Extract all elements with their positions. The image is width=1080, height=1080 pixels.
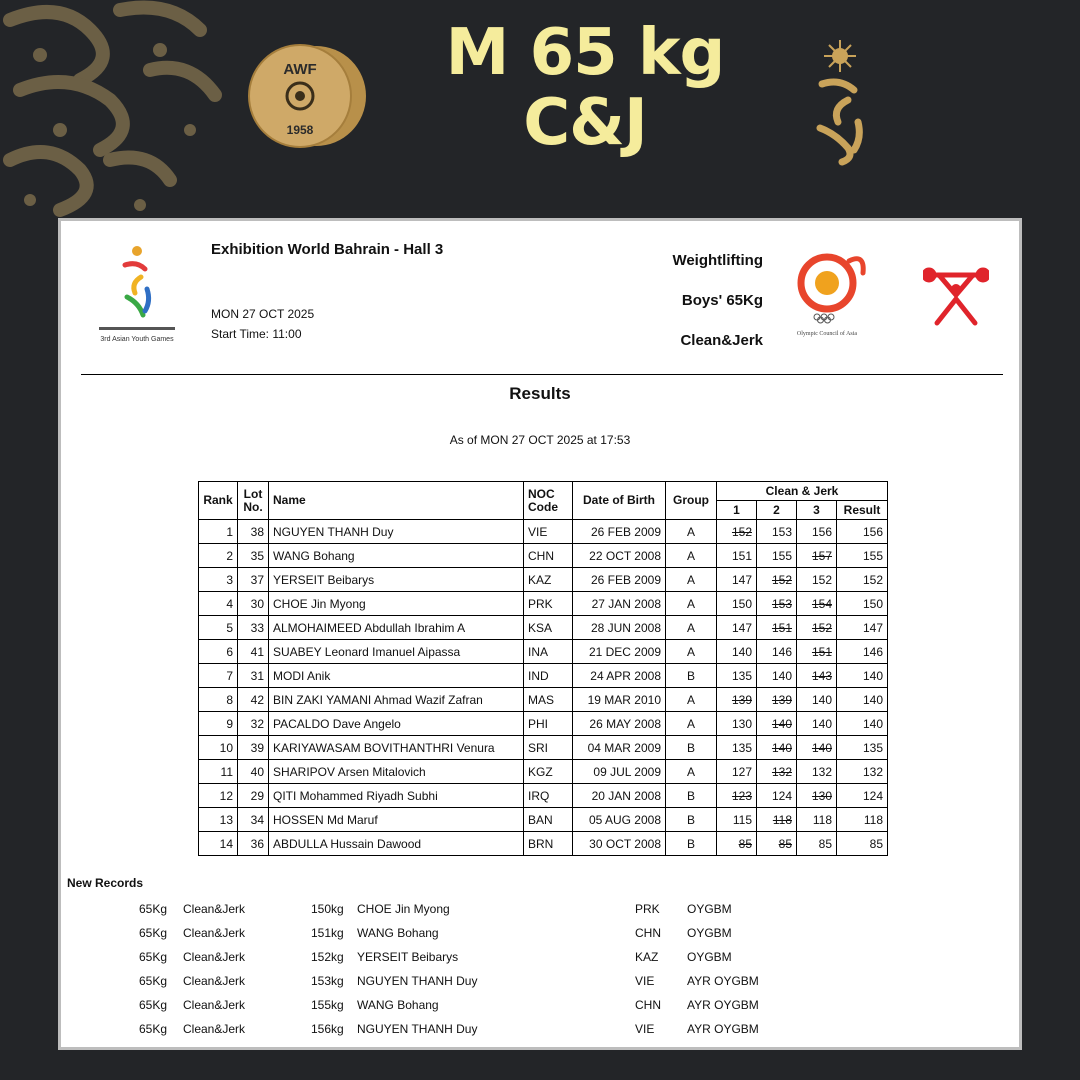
dob-cell: 26 MAY 2008: [573, 712, 666, 736]
record-noc: KAZ: [635, 950, 659, 964]
awf-logo-text: AWF: [283, 61, 317, 78]
attempt-2-cell: [757, 592, 797, 616]
calligraphy-decoration-icon: [0, 0, 240, 230]
attempt-value: 115: [732, 812, 752, 827]
noc-cell: BRN: [524, 832, 573, 856]
record-weight: 65Kg: [139, 974, 168, 988]
lot-cell: 37: [238, 568, 269, 592]
group-cell: A: [666, 712, 717, 736]
attempt-2-cell: [757, 616, 797, 640]
group-cell: A: [666, 544, 717, 568]
attempt-1-cell: [717, 520, 757, 544]
attempt-value: 139: [731, 692, 752, 707]
attempt-value: 152: [811, 572, 832, 587]
group-cell: A: [666, 592, 717, 616]
col-lot: Lot No.: [238, 482, 269, 520]
record-event: Clean&Jerk: [183, 998, 246, 1012]
table-row: [199, 712, 888, 736]
rank-cell: 10: [199, 736, 238, 760]
attempt-2-cell: [757, 568, 797, 592]
result-cell: 140: [837, 664, 888, 688]
rank-cell: 9: [199, 712, 238, 736]
attempt-2-cell: [757, 544, 797, 568]
table-row: [199, 664, 888, 688]
name-cell: PACALDO Dave Angelo: [269, 712, 524, 736]
attempt-value: 157: [811, 548, 832, 563]
venue-name: Exhibition World Bahrain - Hall 3: [211, 241, 444, 258]
record-event: Clean&Jerk: [183, 950, 246, 964]
attempt-value: 85: [818, 836, 832, 851]
rank-cell: 5: [199, 616, 238, 640]
rank-cell: 13: [199, 808, 238, 832]
dob-cell: 05 AUG 2008: [573, 808, 666, 832]
group-cell: B: [666, 664, 717, 688]
attempt-3-cell: [797, 760, 837, 784]
noc-cell: CHN: [524, 544, 573, 568]
record-athlete: NGUYEN THANH Duy: [357, 974, 478, 988]
result-cell: 132: [837, 760, 888, 784]
result-cell: 155: [837, 544, 888, 568]
record-type: AYR OYGBM: [687, 1022, 759, 1036]
attempt-value: 139: [771, 692, 792, 707]
record-noc: PRK: [635, 902, 660, 916]
name-cell: YERSEIT Beibarys: [269, 568, 524, 592]
lot-cell: 39: [238, 736, 269, 760]
name-cell: SHARIPOV Arsen Mitalovich: [269, 760, 524, 784]
group-cell: B: [666, 832, 717, 856]
asian-youth-games-logo-icon: [85, 241, 187, 353]
attempt-value: 151: [731, 548, 752, 563]
record-event: Clean&Jerk: [183, 926, 246, 940]
result-cell: 140: [837, 712, 888, 736]
attempt-value: 135: [731, 740, 752, 755]
attempt-2-cell: [757, 664, 797, 688]
attempt-value: 130: [811, 788, 832, 803]
record-athlete: WANG Bohang: [357, 926, 439, 940]
record-row: [61, 902, 1025, 922]
group-cell: B: [666, 736, 717, 760]
dob-cell: 26 FEB 2009: [573, 568, 666, 592]
name-cell: WANG Bohang: [269, 544, 524, 568]
name-cell: HOSSEN Md Maruf: [269, 808, 524, 832]
lot-cell: 29: [238, 784, 269, 808]
attempt-3-cell: [797, 688, 837, 712]
dob-cell: 19 MAR 2010: [573, 688, 666, 712]
results-table: [198, 481, 888, 856]
col-attempt-3: 3: [797, 501, 837, 520]
title-weight-class: M 65 kg: [445, 16, 725, 90]
attempt-2-cell: [757, 688, 797, 712]
attempt-1-cell: [717, 664, 757, 688]
record-weight: 65Kg: [139, 1022, 168, 1036]
noc-cell: MAS: [524, 688, 573, 712]
noc-cell: INA: [524, 640, 573, 664]
rank-cell: 8: [199, 688, 238, 712]
rank-cell: 14: [199, 832, 238, 856]
record-athlete: NGUYEN THANH Duy: [357, 1022, 478, 1036]
rank-cell: 7: [199, 664, 238, 688]
col-name: Name: [269, 482, 524, 520]
name-cell: CHOE Jin Myong: [269, 592, 524, 616]
noc-cell: VIE: [524, 520, 573, 544]
noc-cell: KAZ: [524, 568, 573, 592]
attempt-value: 140: [731, 644, 752, 659]
oca-logo-text: Olympic Council of Asia: [796, 331, 858, 337]
dob-cell: 20 JAN 2008: [573, 784, 666, 808]
record-type: OYGBM: [687, 926, 732, 940]
col-attempt-1: 1: [717, 501, 757, 520]
result-cell: 85: [837, 832, 888, 856]
name-cell: MODI Anik: [269, 664, 524, 688]
dob-cell: 30 OCT 2008: [573, 832, 666, 856]
attempt-1-cell: [717, 808, 757, 832]
result-cell: 150: [837, 592, 888, 616]
record-event: Clean&Jerk: [183, 1022, 246, 1036]
record-weight: 65Kg: [139, 998, 168, 1012]
dob-cell: 27 JAN 2008: [573, 592, 666, 616]
attempt-value: 140: [811, 692, 832, 707]
record-noc: VIE: [635, 974, 655, 988]
dob-cell: 09 JUL 2009: [573, 760, 666, 784]
attempt-value: 154: [811, 596, 832, 611]
group-cell: A: [666, 760, 717, 784]
iwf-logo-icon: [923, 261, 989, 327]
record-noc: VIE: [635, 1022, 655, 1036]
name-cell: ALMOHAIMEED Abdullah Ibrahim A: [269, 616, 524, 640]
lot-cell: 41: [238, 640, 269, 664]
col-dob: Date of Birth: [573, 482, 666, 520]
lot-cell: 32: [238, 712, 269, 736]
noc-cell: SRI: [524, 736, 573, 760]
record-type: OYGBM: [687, 902, 732, 916]
attempt-2-cell: [757, 808, 797, 832]
result-cell: 118: [837, 808, 888, 832]
attempt-value: 140: [771, 668, 792, 683]
attempt-3-cell: [797, 520, 837, 544]
lot-cell: 31: [238, 664, 269, 688]
record-event: Clean&Jerk: [183, 974, 246, 988]
attempt-1-cell: [717, 736, 757, 760]
col-rank: Rank: [199, 482, 238, 520]
record-athlete: CHOE Jin Myong: [357, 902, 450, 916]
attempt-value: 152: [771, 572, 792, 587]
result-cell: 124: [837, 784, 888, 808]
table-row: [199, 568, 888, 592]
attempt-2-cell: [757, 784, 797, 808]
record-row: [61, 1022, 1025, 1042]
record-row: [61, 998, 1025, 1018]
results-title: Results: [509, 384, 571, 403]
attempt-value: 146: [771, 644, 792, 659]
event-logo-text: 3rd Asian Youth Games: [100, 336, 174, 343]
attempt-1-cell: [717, 712, 757, 736]
table-row: [199, 808, 888, 832]
group-cell: A: [666, 520, 717, 544]
sport-name: Weightlifting: [672, 252, 763, 269]
rank-cell: 4: [199, 592, 238, 616]
attempt-2-cell: [757, 712, 797, 736]
attempt-2-cell: [757, 760, 797, 784]
record-weight: 65Kg: [139, 926, 168, 940]
attempt-value: 123: [731, 788, 752, 803]
attempt-2-cell: [757, 736, 797, 760]
name-cell: BIN ZAKI YAMANI Ahmad Wazif Zafran: [269, 688, 524, 712]
attempt-value: 151: [771, 620, 792, 635]
record-noc: CHN: [635, 998, 661, 1012]
attempt-value: 124: [771, 788, 792, 803]
competition-date: MON 27 OCT 2025: [211, 307, 315, 321]
attempt-value: 140: [771, 716, 792, 731]
record-kg: 153kg: [311, 974, 344, 988]
rank-cell: 2: [199, 544, 238, 568]
attempt-3-cell: [797, 592, 837, 616]
name-cell: ABDULLA Hussain Dawood: [269, 832, 524, 856]
record-weight: 65Kg: [139, 902, 168, 916]
dob-cell: 24 APR 2008: [573, 664, 666, 688]
dob-cell: 04 MAR 2009: [573, 736, 666, 760]
attempt-2-cell: [757, 832, 797, 856]
attempt-value: 156: [811, 524, 832, 539]
noc-cell: PHI: [524, 712, 573, 736]
attempt-1-cell: [717, 616, 757, 640]
attempt-2-cell: [757, 520, 797, 544]
table-row: [199, 592, 888, 616]
attempt-value: 147: [731, 620, 752, 635]
attempt-value: 132: [811, 764, 832, 779]
group-cell: A: [666, 616, 717, 640]
table-row: [199, 520, 888, 544]
attempt-value: 155: [771, 548, 792, 563]
record-row: [61, 950, 1025, 970]
results-sheet: [58, 218, 1022, 1050]
noc-cell: KGZ: [524, 760, 573, 784]
record-type: AYR OYGBM: [687, 998, 759, 1012]
attempt-3-cell: [797, 616, 837, 640]
attempt-3-cell: [797, 832, 837, 856]
event-name: Boys' 65Kg: [681, 292, 763, 309]
record-athlete: WANG Bohang: [357, 998, 439, 1012]
attempt-3-cell: [797, 640, 837, 664]
record-weight: 65Kg: [139, 950, 168, 964]
attempt-1-cell: [717, 592, 757, 616]
name-cell: SUABEY Leonard Imanuel Aipassa: [269, 640, 524, 664]
lot-cell: 38: [238, 520, 269, 544]
record-noc: CHN: [635, 926, 661, 940]
lot-cell: 40: [238, 760, 269, 784]
discipline-name: Clean&Jerk: [680, 332, 763, 349]
attempt-3-cell: [797, 664, 837, 688]
result-cell: 135: [837, 736, 888, 760]
noc-cell: KSA: [524, 616, 573, 640]
attempt-1-cell: [717, 568, 757, 592]
lot-cell: 34: [238, 808, 269, 832]
result-cell: 146: [837, 640, 888, 664]
noc-cell: IRQ: [524, 784, 573, 808]
name-cell: KARIYAWASAM BOVITHANTHRI Venura: [269, 736, 524, 760]
attempt-value: 85: [738, 836, 752, 851]
record-kg: 156kg: [311, 1022, 344, 1036]
attempt-1-cell: [717, 640, 757, 664]
attempt-1-cell: [717, 832, 757, 856]
table-row: [199, 736, 888, 760]
dob-cell: 26 FEB 2009: [573, 520, 666, 544]
attempt-1-cell: [717, 784, 757, 808]
table-row: [199, 616, 888, 640]
start-time: Start Time: 11:00: [211, 327, 302, 341]
attempt-3-cell: [797, 808, 837, 832]
table-row: [199, 832, 888, 856]
attempt-value: 132: [771, 764, 792, 779]
attempt-value: 118: [812, 812, 832, 827]
table-row: [199, 640, 888, 664]
result-cell: 152: [837, 568, 888, 592]
group-cell: B: [666, 784, 717, 808]
record-kg: 151kg: [311, 926, 344, 940]
new-records-heading: New Records: [67, 876, 144, 890]
rank-cell: 12: [199, 784, 238, 808]
record-type: AYR OYGBM: [687, 974, 759, 988]
attempt-value: 152: [811, 620, 832, 635]
title-discipline: C&J: [523, 86, 647, 160]
col-group: Group: [666, 482, 717, 520]
attempt-3-cell: [797, 784, 837, 808]
lot-cell: 36: [238, 832, 269, 856]
attempt-value: 127: [731, 764, 752, 779]
attempt-value: 140: [811, 740, 832, 755]
noc-cell: IND: [524, 664, 573, 688]
lot-cell: 35: [238, 544, 269, 568]
record-athlete: YERSEIT Beibarys: [357, 950, 459, 964]
group-cell: A: [666, 688, 717, 712]
header-divider: [81, 374, 1003, 375]
record-kg: 155kg: [311, 998, 344, 1012]
attempt-1-cell: [717, 544, 757, 568]
table-row: [199, 544, 888, 568]
attempt-value: 140: [811, 716, 832, 731]
attempt-value: 153: [771, 596, 792, 611]
attempt-value: 140: [771, 740, 792, 755]
attempt-value: 150: [731, 596, 752, 611]
record-type: OYGBM: [687, 950, 732, 964]
group-cell: A: [666, 640, 717, 664]
oca-logo-icon: [783, 247, 873, 343]
rank-cell: 3: [199, 568, 238, 592]
attempt-3-cell: [797, 568, 837, 592]
result-cell: 147: [837, 616, 888, 640]
noc-cell: PRK: [524, 592, 573, 616]
name-cell: QITI Mohammed Riyadh Subhi: [269, 784, 524, 808]
attempt-value: 147: [731, 572, 752, 587]
dob-cell: 21 DEC 2009: [573, 640, 666, 664]
attempt-1-cell: [717, 760, 757, 784]
attempt-value: 118: [772, 812, 792, 827]
attempt-value: 151: [811, 644, 832, 659]
attempt-2-cell: [757, 640, 797, 664]
attempt-1-cell: [717, 688, 757, 712]
result-cell: 156: [837, 520, 888, 544]
col-attempt-2: 2: [757, 501, 797, 520]
lot-cell: 30: [238, 592, 269, 616]
dob-cell: 22 OCT 2008: [573, 544, 666, 568]
page-title: [400, 18, 770, 158]
name-cell: NGUYEN THANH Duy: [269, 520, 524, 544]
record-row: [61, 926, 1025, 946]
rank-cell: 11: [199, 760, 238, 784]
rank-cell: 6: [199, 640, 238, 664]
noc-cell: BAN: [524, 808, 573, 832]
asian-youth-games-emblem-icon: [808, 38, 872, 168]
attempt-value: 143: [811, 668, 832, 683]
group-cell: B: [666, 808, 717, 832]
attempt-3-cell: [797, 736, 837, 760]
col-result: Result: [837, 501, 888, 520]
record-kg: 152kg: [311, 950, 344, 964]
attempt-value: 130: [731, 716, 752, 731]
table-row: [199, 688, 888, 712]
event-info: [672, 241, 763, 361]
awf-logo-year: 1958: [286, 123, 314, 137]
record-kg: 150kg: [311, 902, 344, 916]
attempt-value: 85: [778, 836, 792, 851]
as-of-timestamp: As of MON 27 OCT 2025 at 17:53: [449, 433, 631, 447]
table-row: [199, 760, 888, 784]
col-clean-jerk: Clean & Jerk: [717, 482, 888, 501]
col-noc: NOC Code: [524, 482, 573, 520]
result-cell: 140: [837, 688, 888, 712]
group-cell: A: [666, 568, 717, 592]
attempt-value: 153: [771, 524, 792, 539]
rank-cell: 1: [199, 520, 238, 544]
attempt-3-cell: [797, 544, 837, 568]
lot-cell: 33: [238, 616, 269, 640]
attempt-value: 135: [731, 668, 752, 683]
table-row: [199, 784, 888, 808]
attempt-3-cell: [797, 712, 837, 736]
attempt-value: 152: [731, 524, 752, 539]
record-row: [61, 974, 1025, 994]
dob-cell: 28 JUN 2008: [573, 616, 666, 640]
record-event: Clean&Jerk: [183, 902, 246, 916]
awf-logo-icon: [236, 44, 368, 148]
lot-cell: 42: [238, 688, 269, 712]
